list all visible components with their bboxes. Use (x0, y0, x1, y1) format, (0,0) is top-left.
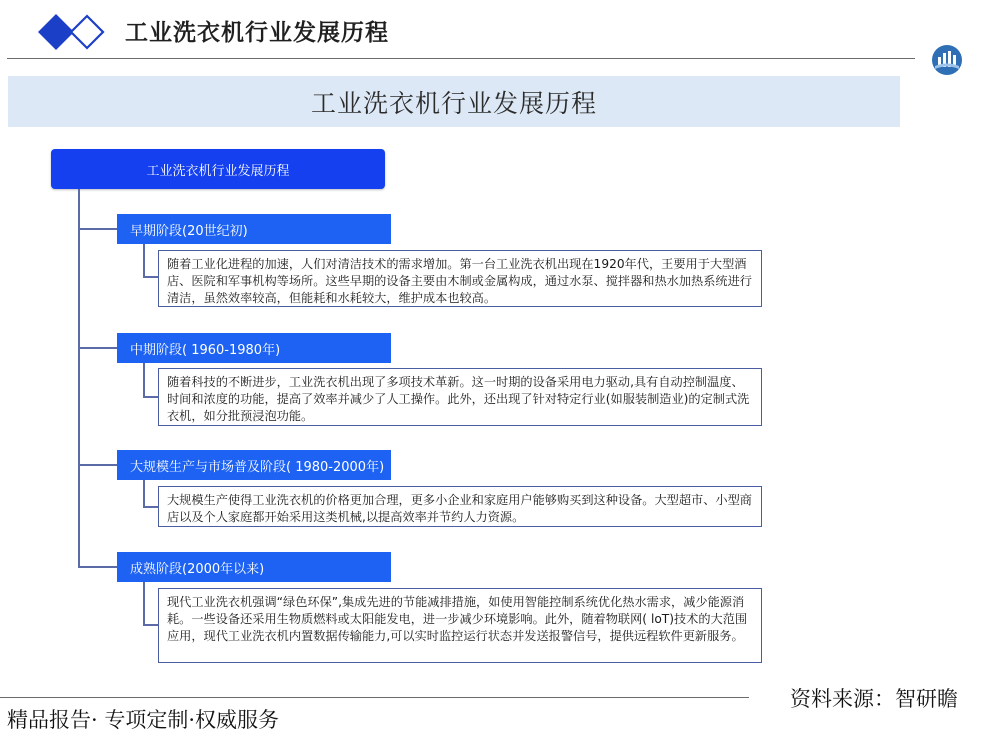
stage-connector (78, 228, 117, 230)
stage-detail: 随着科技的不断进步，工业洗衣机出现了多项技术革新。这一时期的设备采用电力驱动,具有自动控制温度、时间和浓度的功能，提高了效率并减少了人工操作。此外，还出现了针对特定行业(如服装制造业)的定制式洗衣机，如分批预浸泡功能。 (158, 368, 762, 426)
header-divider (7, 58, 915, 59)
stage-connector (78, 566, 117, 568)
stage-node: 早期阶段(20世纪初) (117, 214, 391, 244)
stage-node: 大规模生产与市场普及阶段( 1980-2000年) (117, 450, 391, 480)
stage-connector (78, 464, 117, 466)
footer-divider (0, 697, 749, 698)
stage-connector (78, 347, 117, 349)
stage-node: 成熟阶段(2000年以来) (117, 552, 391, 582)
detail-connector (143, 624, 158, 626)
detail-connector (143, 396, 158, 398)
detail-connector (143, 363, 145, 397)
stage-node: 中期阶段( 1960-1980年) (117, 333, 391, 363)
stage-detail: 现代工业洗衣机强调“绿色环保”,集成先进的节能减排措施，如使用智能控制系统优化热水需求，减少能源消耗。一些设备还采用生物质燃料或太阳能发电，进一步减少环境影响。此外，随着物联网( loT)技术的大范围应用，现代工业洗衣机内置数据传输能力,可以实时监控运行状态并发送报警信号，提供远程软件更新服务。 (158, 588, 762, 663)
stage-detail: 大规模生产使得工业洗衣机的价格更加合理，更多小企业和家庭用户能够购买到这种设备。大型超市、小型商店以及个人家庭都开始采用这类机械,以提高效率并节约人力资源。 (158, 486, 762, 527)
source-note: 资料来源：智研瞻 (790, 687, 958, 711)
detail-connector (143, 582, 145, 625)
banner-title: 工业洗衣机行业发展历程 (310, 88, 597, 118)
title-banner (8, 76, 900, 127)
detail-connector (143, 506, 158, 508)
stage-detail: 随着工业化进程的加速，人们对清洁技术的需求增加。第一台工业洗衣机出现在1920年代，王要用于大型酒店、医院和军事机构等场所。这些早期的设备主要由木制或金属构成，通过水泵、搅拌器和热水加热系统进行清洁，虽然效率较高，但能耗和水耗较大，维护成本也较高。 (158, 250, 762, 307)
detail-connector (143, 276, 158, 278)
diamond-logo-icon (37, 13, 109, 51)
detail-connector (143, 244, 145, 277)
brand-building-icon (931, 44, 963, 76)
detail-connector (143, 480, 145, 507)
tree-trunk-connector (78, 189, 80, 567)
diagram-root-node: 工业洗衣机行业发展历程 (51, 149, 385, 189)
header-title: 工业洗衣机行业发展历程 (125, 19, 389, 46)
footer-slogan: 精品报告· 专项定制·权威服务 (7, 708, 280, 732)
